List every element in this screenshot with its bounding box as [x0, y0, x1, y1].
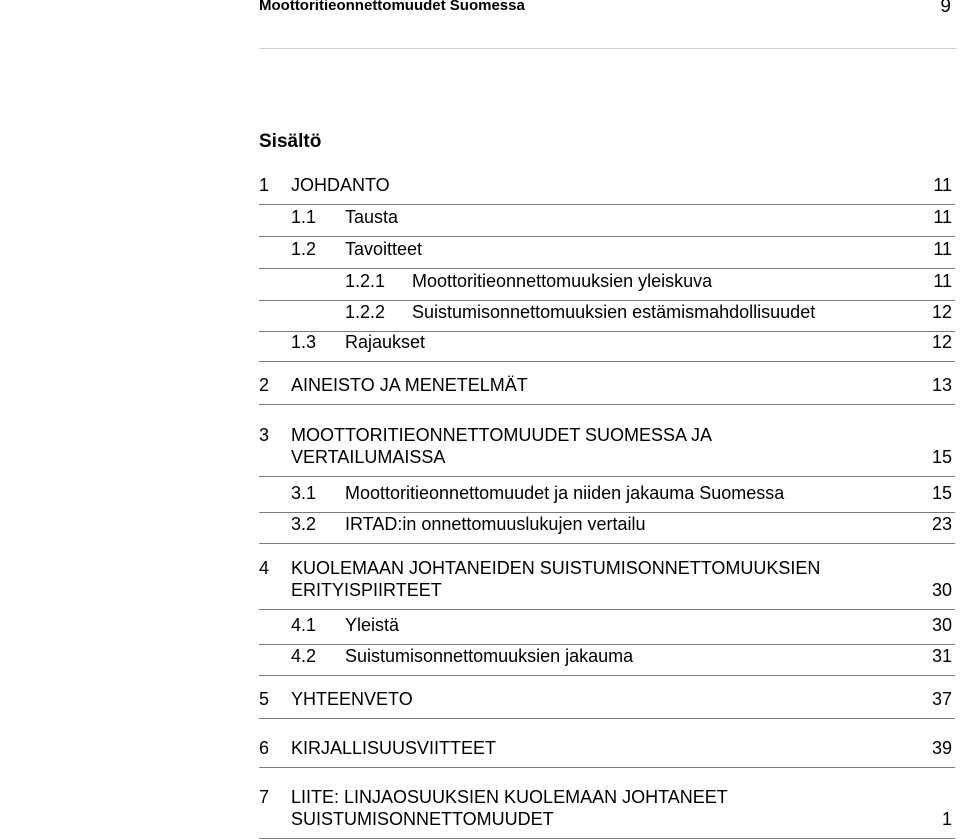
toc-entry-1[interactable]	[259, 174, 955, 205]
toc-entry-title: YHTEENVETO	[291, 689, 413, 709]
toc-entry-page: 15	[931, 447, 952, 467]
toc-entry-title-line2: ERITYISPIIRTEET	[291, 580, 442, 600]
toc-entry-number: 3	[259, 425, 270, 445]
toc-entry-number: 1.2.1	[345, 271, 386, 291]
toc-entry-page: 1	[941, 809, 952, 829]
toc-entry-number: 2	[259, 375, 270, 395]
toc-entry-page: 23	[931, 514, 952, 534]
toc-entry-page: 31	[931, 646, 952, 666]
toc-entry-1-2[interactable]	[259, 238, 955, 269]
toc-entry-3-2[interactable]	[259, 513, 955, 544]
toc-entry-title: Suistumisonnettomuuksien jakauma	[345, 646, 634, 666]
toc-entry-page: 39	[931, 738, 952, 758]
toc-entry-6[interactable]	[259, 737, 955, 768]
toc-entry-title: Tausta	[345, 207, 399, 227]
toc-entry-2[interactable]	[259, 374, 955, 405]
toc-entry-1-2-1[interactable]	[259, 270, 955, 301]
toc-entry-number: 3.2	[291, 514, 317, 534]
toc-entry-number: 3.1	[291, 483, 317, 503]
toc-entry-4-1[interactable]	[259, 614, 955, 645]
toc-entry-page: 12	[931, 332, 952, 352]
toc-entry-title-line2: SUISTUMISONNETTOMUUDET	[291, 809, 554, 829]
toc-entry-page: 11	[933, 175, 952, 195]
toc-entry-title: LIITE: LINJAOSUUKSIEN KUOLEMAAN JOHTANEET	[291, 787, 728, 807]
toc-entry-number: 1.1	[291, 207, 317, 227]
toc-entry-number: 4.1	[291, 615, 317, 635]
toc-entry-7[interactable]	[259, 786, 955, 839]
toc-entry-number: 1.2	[291, 239, 317, 259]
toc-entry-page: 37	[931, 689, 952, 709]
toc-heading: Sisältö	[259, 131, 322, 152]
toc-entry-number: 5	[259, 689, 270, 709]
toc-entry-title: Moottoritieonnettomuuksien yleiskuva	[412, 271, 713, 291]
toc-entry-4-2[interactable]	[259, 645, 955, 676]
toc-entry-4[interactable]	[259, 557, 955, 610]
toc-entry-number: 4	[259, 558, 270, 578]
toc-entry-5[interactable]	[259, 688, 955, 719]
toc-entry-title: JOHDANTO	[291, 175, 390, 195]
toc-entry-page: 30	[931, 580, 952, 600]
toc-entry-page: 11	[933, 207, 952, 227]
toc-entry-3-1[interactable]	[259, 482, 955, 513]
toc-entry-page: 30	[931, 615, 952, 635]
toc-entry-title: Suistumisonnettomuuksien estämismahdollisuudet	[412, 302, 816, 322]
toc-entry-3[interactable]	[259, 424, 955, 477]
toc-entry-title: Moottoritieonnettomuudet ja niiden jakauma Suomessa	[345, 483, 785, 503]
toc-entry-number: 1	[259, 175, 270, 195]
toc-entry-title: Yleistä	[345, 615, 400, 635]
toc-entry-number: 1.2.2	[345, 302, 386, 322]
toc-entry-1-1[interactable]	[259, 206, 955, 237]
toc-entry-1-3[interactable]	[259, 331, 955, 362]
toc-entry-title: KUOLEMAAN JOHTANEIDEN SUISTUMISONNETTOMUUKSIEN	[291, 558, 821, 578]
toc-entry-page: 13	[931, 375, 952, 395]
toc-entry-title: IRTAD:in onnettomuuslukujen vertailu	[345, 514, 646, 534]
toc-entry-title: KIRJALLISUUSVIITTEET	[291, 738, 497, 758]
toc-entry-title: MOOTTORITIEONNETTOMUUDET SUOMESSA JA	[291, 425, 713, 445]
toc-entry-number: 6	[259, 738, 270, 758]
toc-entry-1-2-2[interactable]	[259, 301, 955, 332]
toc-entry-title: AINEISTO JA MENETELMÄT	[291, 375, 528, 395]
page-number: 9	[940, 0, 951, 17]
toc-entry-page: 11	[933, 239, 952, 259]
toc-entry-title-line2: VERTAILUMAISSA	[291, 447, 446, 467]
toc-entry-title: Tavoitteet	[345, 239, 423, 259]
toc-entry-number: 1.3	[291, 332, 317, 352]
running-header	[259, 0, 957, 49]
toc-entry-page: 12	[931, 302, 952, 322]
running-title: Moottoritieonnettomuudet Suomessa	[259, 0, 525, 14]
toc-entry-number: 4.2	[291, 646, 317, 666]
toc-entry-page: 11	[933, 271, 952, 291]
toc-entry-title: Rajaukset	[345, 332, 426, 352]
toc-entry-number: 7	[259, 787, 270, 807]
toc-entry-page: 15	[931, 483, 952, 503]
